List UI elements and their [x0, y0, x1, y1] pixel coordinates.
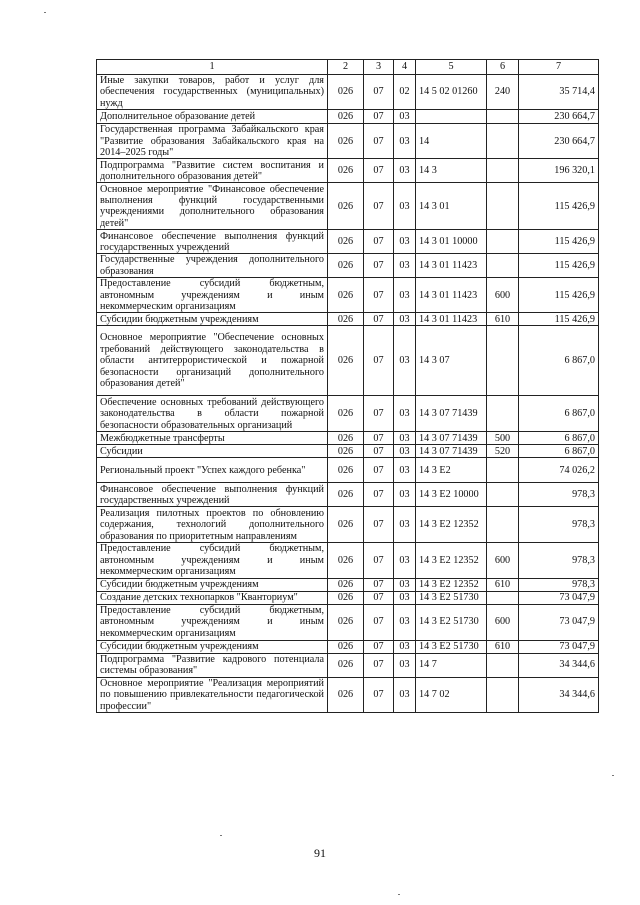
row-name-cell: Основное мероприятие "Финансовое обеспечение выполнения функций государственными учреждениями дополнительного образования детей"	[97, 183, 328, 230]
row-expense-type-cell: 600	[487, 604, 519, 640]
row-name-cell: Финансовое обеспечение выполнения функций государственных учреждений	[97, 230, 328, 254]
table-row	[97, 543, 599, 578]
row-grbs-cell: 026	[328, 254, 364, 278]
row-section-cell: 07	[364, 483, 394, 507]
row-expense-type-cell	[487, 591, 519, 604]
row-name-cell: Предоставление субсидий бюджетным, автономным учреждениям и иным некоммерческим организациям	[97, 604, 328, 640]
row-subsection-cell: 03	[394, 458, 416, 483]
row-target-article-cell: 14 3 01 11423	[416, 254, 487, 278]
row-amount-cell: 978,3	[519, 483, 599, 507]
row-expense-type-cell	[487, 653, 519, 677]
row-target-article-cell: 14 3 01	[416, 183, 487, 230]
row-expense-type-cell	[487, 254, 519, 278]
row-section-cell: 07	[364, 432, 394, 445]
column-header-2: 2	[328, 60, 364, 75]
row-grbs-cell: 026	[328, 677, 364, 712]
column-header-7: 7	[519, 60, 599, 75]
row-target-article-cell: 14 3 E2 51730	[416, 604, 487, 640]
table-row	[97, 159, 599, 183]
table-row	[97, 677, 599, 712]
row-amount-cell: 73 047,9	[519, 604, 599, 640]
row-grbs-cell: 026	[328, 278, 364, 313]
row-target-article-cell: 14 3 E2 12352	[416, 507, 487, 543]
row-amount-cell: 6 867,0	[519, 445, 599, 458]
row-section-cell: 07	[364, 313, 394, 326]
table-row	[97, 653, 599, 677]
row-expense-type-cell: 610	[487, 578, 519, 591]
row-section-cell: 07	[364, 110, 394, 124]
row-subsection-cell: 03	[394, 653, 416, 677]
row-section-cell: 07	[364, 278, 394, 313]
row-subsection-cell: 02	[394, 75, 416, 110]
row-target-article-cell: 14 3 E2 10000	[416, 483, 487, 507]
row-name-cell: Подпрограмма "Развитие систем воспитания и дополнительного образования детей"	[97, 159, 328, 183]
row-subsection-cell: 03	[394, 183, 416, 230]
row-amount-cell: 34 344,6	[519, 653, 599, 677]
row-name-cell: Финансовое обеспечение выполнения функций государственных учреждений	[97, 483, 328, 507]
table-row	[97, 326, 599, 396]
row-name-cell: Реализация пилотных проектов по обновлению содержания, технологий дополнительного образования по приоритетным направлениям	[97, 507, 328, 543]
row-amount-cell: 115 426,9	[519, 313, 599, 326]
table-row	[97, 230, 599, 254]
row-section-cell: 07	[364, 124, 394, 159]
table-row	[97, 445, 599, 458]
row-subsection-cell: 03	[394, 604, 416, 640]
row-grbs-cell: 026	[328, 458, 364, 483]
row-subsection-cell: 03	[394, 278, 416, 313]
table-row	[97, 591, 599, 604]
row-target-article-cell: 14	[416, 124, 487, 159]
row-section-cell: 07	[364, 326, 394, 396]
scan-speck	[612, 775, 614, 776]
row-amount-cell: 35 714,4	[519, 75, 599, 110]
row-target-article-cell: 14 3 E2 12352	[416, 543, 487, 578]
row-section-cell: 07	[364, 677, 394, 712]
scan-speck	[398, 894, 400, 895]
row-name-cell: Предоставление субсидий бюджетным, автономным учреждениям и иным некоммерческим организациям	[97, 278, 328, 313]
row-section-cell: 07	[364, 396, 394, 432]
column-header-6: 6	[487, 60, 519, 75]
row-section-cell: 07	[364, 640, 394, 653]
row-target-article-cell: 14 3 07 71439	[416, 396, 487, 432]
row-expense-type-cell	[487, 396, 519, 432]
table-row	[97, 483, 599, 507]
row-target-article-cell	[416, 110, 487, 124]
row-grbs-cell: 026	[328, 578, 364, 591]
row-target-article-cell: 14 7 02	[416, 677, 487, 712]
row-name-cell: Предоставление субсидий бюджетным, автономным учреждениям и иным некоммерческим организациям	[97, 543, 328, 578]
row-expense-type-cell	[487, 326, 519, 396]
row-name-cell: Субсидии бюджетным учреждениям	[97, 578, 328, 591]
row-expense-type-cell	[487, 458, 519, 483]
row-grbs-cell: 026	[328, 326, 364, 396]
row-subsection-cell: 03	[394, 432, 416, 445]
row-amount-cell: 978,3	[519, 507, 599, 543]
row-grbs-cell: 026	[328, 432, 364, 445]
row-name-cell: Межбюджетные трансферты	[97, 432, 328, 445]
row-name-cell: Основное мероприятие "Обеспечение основных требований действующего законодательства в области антитеррористической и пожарной безопасности организаций дополнительного образования детей"	[97, 326, 328, 396]
row-amount-cell: 34 344,6	[519, 677, 599, 712]
column-header-3: 3	[364, 60, 394, 75]
row-subsection-cell: 03	[394, 543, 416, 578]
table-row	[97, 75, 599, 110]
row-grbs-cell: 026	[328, 183, 364, 230]
row-grbs-cell: 026	[328, 604, 364, 640]
row-grbs-cell: 026	[328, 396, 364, 432]
row-expense-type-cell	[487, 159, 519, 183]
row-subsection-cell: 03	[394, 445, 416, 458]
row-target-article-cell: 14 3	[416, 159, 487, 183]
row-name-cell: Региональный проект "Успех каждого ребенка"	[97, 458, 328, 483]
row-amount-cell: 73 047,9	[519, 591, 599, 604]
row-amount-cell: 6 867,0	[519, 326, 599, 396]
row-amount-cell: 74 026,2	[519, 458, 599, 483]
row-expense-type-cell	[487, 507, 519, 543]
table-row	[97, 278, 599, 313]
row-expense-type-cell: 500	[487, 432, 519, 445]
row-section-cell: 07	[364, 75, 394, 110]
row-expense-type-cell: 240	[487, 75, 519, 110]
row-name-cell: Субсидии бюджетным учреждениям	[97, 313, 328, 326]
row-grbs-cell: 026	[328, 159, 364, 183]
scan-speck	[44, 12, 46, 13]
row-grbs-cell: 026	[328, 75, 364, 110]
row-name-cell: Государственные учреждения дополнительного образования	[97, 254, 328, 278]
row-subsection-cell: 03	[394, 254, 416, 278]
row-expense-type-cell: 610	[487, 313, 519, 326]
row-amount-cell: 115 426,9	[519, 183, 599, 230]
row-amount-cell: 6 867,0	[519, 396, 599, 432]
table-row	[97, 507, 599, 543]
table-row	[97, 396, 599, 432]
row-target-article-cell: 14 3 07 71439	[416, 445, 487, 458]
row-target-article-cell: 14 3 07 71439	[416, 432, 487, 445]
table-row	[97, 254, 599, 278]
row-amount-cell: 115 426,9	[519, 254, 599, 278]
table-body	[97, 75, 599, 713]
row-amount-cell: 6 867,0	[519, 432, 599, 445]
row-name-cell: Обеспечение основных требований действующего законодательства в области пожарной безопасности образовательных организаций	[97, 396, 328, 432]
row-target-article-cell: 14 3 01 10000	[416, 230, 487, 254]
row-target-article-cell: 14 3 E2 12352	[416, 578, 487, 591]
row-expense-type-cell: 520	[487, 445, 519, 458]
row-target-article-cell: 14 3 E2	[416, 458, 487, 483]
row-name-cell: Субсидии бюджетным учреждениям	[97, 640, 328, 653]
row-name-cell: Государственная программа Забайкальского края "Развитие образования Забайкальского края на 2014–2025 годы"	[97, 124, 328, 159]
row-expense-type-cell	[487, 230, 519, 254]
row-target-article-cell: 14 7	[416, 653, 487, 677]
table-row	[97, 578, 599, 591]
row-target-article-cell: 14 3 01 11423	[416, 313, 487, 326]
row-section-cell: 07	[364, 604, 394, 640]
row-grbs-cell: 026	[328, 507, 364, 543]
row-name-cell: Основное мероприятие "Реализация мероприятий по повышению привлекательности педагогической профессии"	[97, 677, 328, 712]
row-expense-type-cell: 600	[487, 278, 519, 313]
row-subsection-cell: 03	[394, 640, 416, 653]
row-amount-cell: 230 664,7	[519, 124, 599, 159]
page-number: 91	[314, 846, 326, 860]
row-amount-cell: 230 664,7	[519, 110, 599, 124]
row-section-cell: 07	[364, 445, 394, 458]
row-name-cell: Субсидии	[97, 445, 328, 458]
row-name-cell: Иные закупки товаров, работ и услуг для обеспечения государственных (муниципальных) нужд	[97, 75, 328, 110]
row-section-cell: 07	[364, 578, 394, 591]
row-name-cell: Дополнительное образование детей	[97, 110, 328, 124]
row-amount-cell: 115 426,9	[519, 278, 599, 313]
table-row	[97, 124, 599, 159]
row-section-cell: 07	[364, 159, 394, 183]
table-row	[97, 604, 599, 640]
row-section-cell: 07	[364, 591, 394, 604]
row-subsection-cell: 03	[394, 396, 416, 432]
row-expense-type-cell: 600	[487, 543, 519, 578]
row-expense-type-cell	[487, 124, 519, 159]
scan-speck	[220, 835, 222, 836]
column-header-5: 5	[416, 60, 487, 75]
row-expense-type-cell	[487, 677, 519, 712]
row-section-cell: 07	[364, 183, 394, 230]
row-grbs-cell: 026	[328, 543, 364, 578]
table-row	[97, 183, 599, 230]
row-target-article-cell: 14 3 E2 51730	[416, 591, 487, 604]
row-section-cell: 07	[364, 254, 394, 278]
row-target-article-cell: 14 5 02 01260	[416, 75, 487, 110]
row-grbs-cell: 026	[328, 110, 364, 124]
row-amount-cell: 115 426,9	[519, 230, 599, 254]
row-expense-type-cell	[487, 183, 519, 230]
row-grbs-cell: 026	[328, 445, 364, 458]
row-subsection-cell: 03	[394, 591, 416, 604]
row-subsection-cell: 03	[394, 507, 416, 543]
row-section-cell: 07	[364, 653, 394, 677]
row-expense-type-cell: 610	[487, 640, 519, 653]
row-amount-cell: 978,3	[519, 578, 599, 591]
column-header-1: 1	[97, 60, 328, 75]
row-amount-cell: 196 320,1	[519, 159, 599, 183]
row-subsection-cell: 03	[394, 159, 416, 183]
row-target-article-cell: 14 3 07	[416, 326, 487, 396]
row-subsection-cell: 03	[394, 230, 416, 254]
table-row	[97, 313, 599, 326]
row-subsection-cell: 03	[394, 110, 416, 124]
row-subsection-cell: 03	[394, 578, 416, 591]
table-header-row	[97, 60, 599, 75]
row-section-cell: 07	[364, 543, 394, 578]
row-expense-type-cell	[487, 483, 519, 507]
table-row	[97, 640, 599, 653]
row-subsection-cell: 03	[394, 313, 416, 326]
column-header-4: 4	[394, 60, 416, 75]
row-amount-cell: 73 047,9	[519, 640, 599, 653]
row-subsection-cell: 03	[394, 326, 416, 396]
row-grbs-cell: 026	[328, 483, 364, 507]
row-grbs-cell: 026	[328, 653, 364, 677]
row-subsection-cell: 03	[394, 124, 416, 159]
row-section-cell: 07	[364, 507, 394, 543]
row-grbs-cell: 026	[328, 124, 364, 159]
row-subsection-cell: 03	[394, 677, 416, 712]
budget-table	[96, 59, 599, 713]
row-name-cell: Подпрограмма "Развитие кадрового потенциала системы образования"	[97, 653, 328, 677]
row-grbs-cell: 026	[328, 640, 364, 653]
table-row	[97, 110, 599, 124]
row-amount-cell: 978,3	[519, 543, 599, 578]
row-expense-type-cell	[487, 110, 519, 124]
row-grbs-cell: 026	[328, 313, 364, 326]
row-name-cell: Создание детских технопарков "Кванториум"	[97, 591, 328, 604]
table-row	[97, 458, 599, 483]
row-target-article-cell: 14 3 01 11423	[416, 278, 487, 313]
row-section-cell: 07	[364, 458, 394, 483]
row-grbs-cell: 026	[328, 591, 364, 604]
row-target-article-cell: 14 3 E2 51730	[416, 640, 487, 653]
row-subsection-cell: 03	[394, 483, 416, 507]
table-row	[97, 432, 599, 445]
row-section-cell: 07	[364, 230, 394, 254]
row-grbs-cell: 026	[328, 230, 364, 254]
